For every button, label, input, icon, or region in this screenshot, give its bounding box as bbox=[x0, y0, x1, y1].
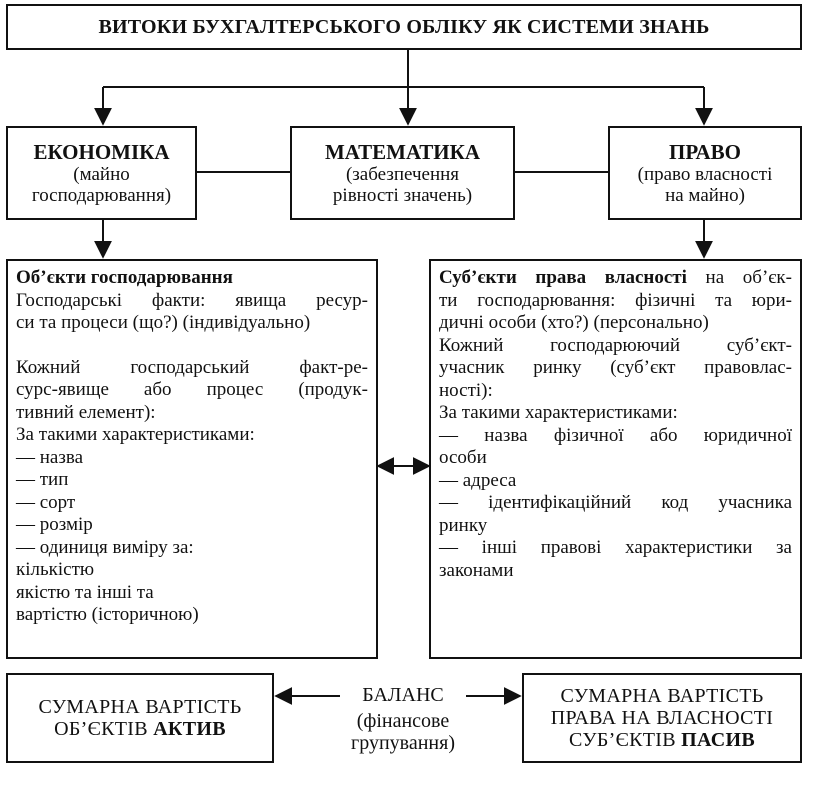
objects-heading: Об’єкти господарювання bbox=[16, 267, 233, 288]
liability-line3-prefix: СУБ’ЄКТІВ bbox=[569, 729, 682, 751]
balance-line2: (фінансове bbox=[356, 710, 450, 732]
subjects-heading: Суб’єкти права власності bbox=[439, 267, 687, 288]
liability-label: ПАСИВ bbox=[681, 729, 755, 751]
liability-line1: СУМАРНА ВАРТІСТЬ bbox=[560, 685, 764, 707]
title-box bbox=[6, 4, 802, 50]
math-line1: (забезпечення bbox=[345, 164, 460, 185]
objects-list-item: — одиниця виміру за: bbox=[16, 536, 194, 558]
objects-line: сурс-явище або процес (продук- bbox=[16, 379, 368, 400]
law-box bbox=[608, 126, 802, 220]
subjects-list-item: — адреса bbox=[439, 469, 517, 491]
liability-line2: ПРАВА НА ВЛАСНОСТІ bbox=[550, 707, 774, 729]
diagram-title: ВИТОКИ БУХГАЛТЕРСЬКОГО ОБЛІКУ ЯК СИСТЕМИ ЗНАНЬ bbox=[98, 15, 710, 38]
objects-line: Кожний господарський факт-ре- bbox=[16, 356, 368, 378]
objects-list-item: кількістю bbox=[16, 559, 95, 580]
subjects-list-item: особи bbox=[439, 447, 487, 468]
subjects-line: Кожний господарюючий суб’єкт- bbox=[439, 334, 792, 356]
asset-label: АКТИВ bbox=[153, 718, 226, 740]
asset-line2-prefix: ОБ’ЄКТІВ bbox=[54, 718, 154, 740]
subjects-heading-rest: на об’єк- bbox=[686, 267, 792, 288]
objects-list-item: — сорт bbox=[16, 491, 76, 513]
subjects-list-item: — інші правові характеристики за bbox=[439, 537, 792, 558]
law-line1: (право власності bbox=[637, 164, 773, 185]
asset-box bbox=[6, 673, 274, 763]
objects-line: си та процеси (що?) (індивідуально) bbox=[16, 312, 311, 333]
subjects-line: За такими характеристиками: bbox=[439, 402, 678, 423]
subjects-line: ти господарювання: фізичні та юри- bbox=[439, 289, 792, 311]
subjects-line: учасник ринку (суб’єкт правовлас- bbox=[439, 357, 792, 378]
objects-list-item: — назва bbox=[16, 446, 84, 468]
balance-title: БАЛАНС bbox=[362, 684, 444, 706]
balance-label bbox=[320, 684, 486, 754]
economics-title: ЕКОНОМІКА bbox=[33, 140, 170, 164]
objects-panel bbox=[6, 259, 378, 659]
subjects-line: ності): bbox=[439, 379, 493, 401]
objects-list-item: якістю та інші та bbox=[16, 581, 154, 603]
objects-list-item: вартістю (історичною) bbox=[16, 604, 199, 625]
objects-line: Господарські факти: явища ресур- bbox=[16, 289, 368, 311]
subjects-list-item: законами bbox=[439, 559, 514, 581]
objects-line: тивний елемент): bbox=[16, 401, 156, 423]
math-title: МАТЕМАТИКА bbox=[324, 140, 481, 164]
balance-line3: групування) bbox=[351, 732, 455, 754]
subjects-list-item: — назва фізичної або юридичної bbox=[439, 424, 792, 446]
subjects-panel bbox=[429, 259, 802, 659]
law-title: ПРАВО bbox=[669, 140, 741, 164]
law-line2: на майно) bbox=[665, 185, 745, 206]
economics-line1: (майно bbox=[73, 164, 130, 185]
objects-line: За такими характеристиками: bbox=[16, 424, 255, 445]
subjects-list-item: ринку bbox=[439, 514, 488, 536]
economics-line2: господарювання) bbox=[31, 185, 172, 206]
objects-list-item: — тип bbox=[16, 469, 69, 490]
subjects-list-item: — ідентифікаційний код учасника bbox=[439, 492, 792, 513]
math-line2: рівності значень) bbox=[332, 185, 473, 206]
asset-line1: СУМАРНА ВАРТІСТЬ bbox=[38, 696, 242, 718]
economics-box bbox=[6, 126, 197, 220]
subjects-line: дичні особи (хто?) (персонально) bbox=[439, 312, 709, 333]
objects-list-item: — розмір bbox=[16, 514, 93, 535]
math-box bbox=[290, 126, 515, 220]
liability-box bbox=[522, 673, 802, 763]
